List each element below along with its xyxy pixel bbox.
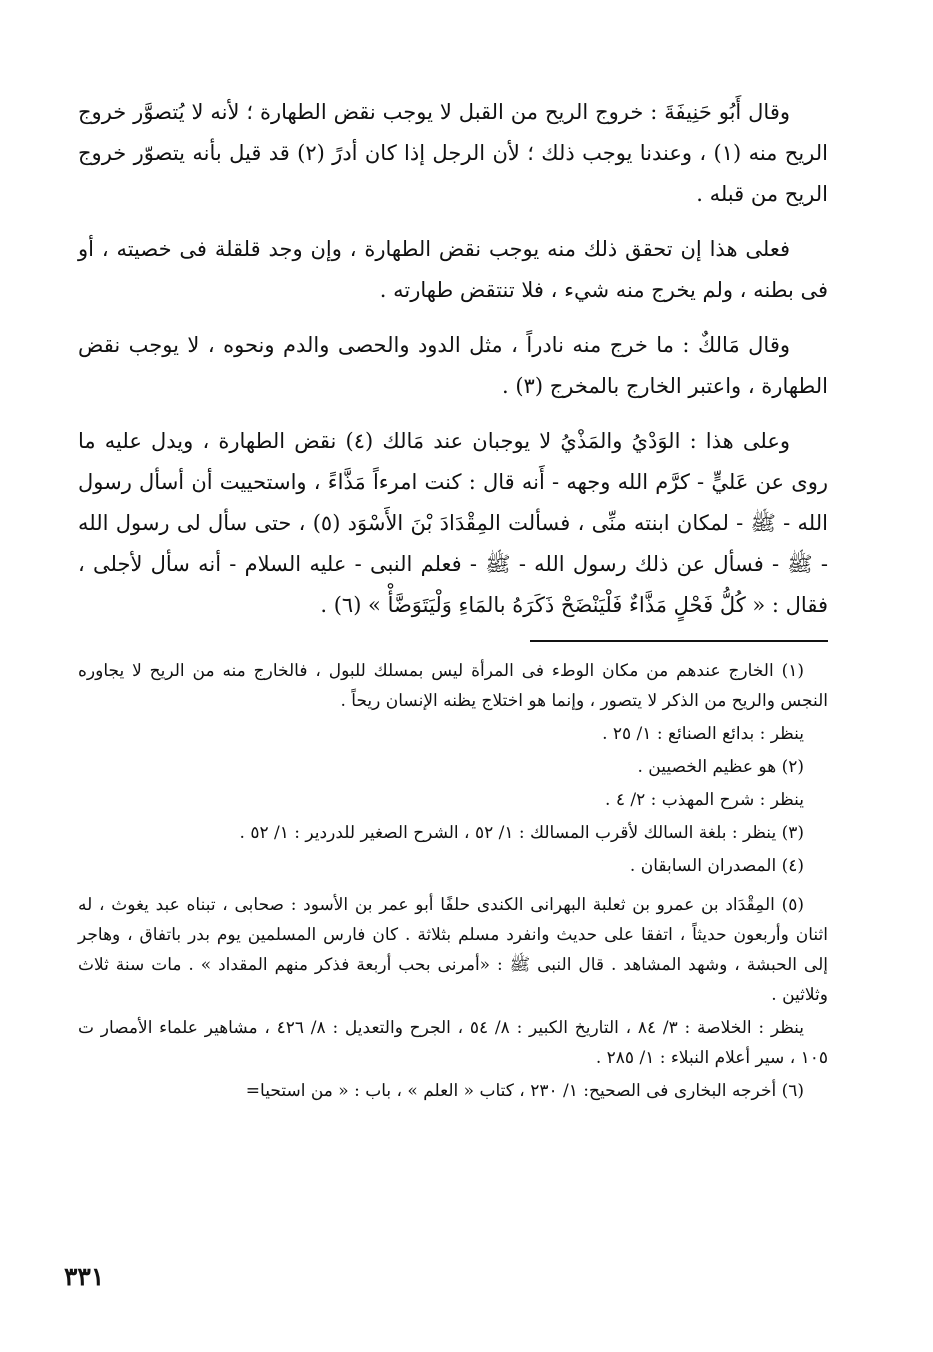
footnote-2: (٢) هو عظيم الخصيين . [637, 757, 804, 777]
paragraph-text: وقال مَالكٌ : ما خرج منه نادراً ، مثل الدود والحصى والدم ونحوه ، لا يوجب نقض الطهارة ، واعتبر الخارج بالمخرج (٣) . [78, 333, 828, 398]
footnote-1-ref: ينظر : بدائع الصنائع : ١/ ٢٥ . [602, 724, 804, 744]
footnote-4: (٤) المصدران السابقان . [629, 856, 804, 876]
footnote-6: (٦) أخرجه البخارى فى الصحيح: ١/ ٢٣٠ ، كتاب « العلم » ، باب : « من استحيا= [245, 1081, 804, 1101]
footnote-divider [530, 640, 828, 642]
main-text [78, 92, 828, 626]
footnote-3: (٣) ينظر : بلغة السالك لأقرب المسالك : ١/ ٥٢ ، الشرح الصغير للدردير : ١/ ٥٢ . [239, 823, 804, 843]
page-body [78, 92, 828, 1109]
paragraph-malik [78, 325, 828, 407]
paragraph-text: وعلى هذا : الوَدْيُ والمَذْيُ لا يوجبان عند مَالك (٤) نقض الطهارة ، ويدل عليه ما روى عن عَليٍّ - كرَّم الله وجهه - أَنه قال : كنت امرءاً مَذَّاءً ، واستحييت أن أسأل رسول الله - ﷺ - لمكان ابنته منِّى ، فسألت المِقْدَادَ بْنَ الأَسْوَد (٥) ، حتى سأل لى رسول الله - ﷺ - فسأل عن ذلك رسول الله - ﷺ - فعلم النبى - عليه السلام - أنه سأل لأجلى ، فقال : « كُلُّ فَحْلٍ مَذَّاءٌ فَلْيَنْضَحْ ذَكَرَهُ بالمَاءِ وَلْيَتَوَضَّأْ » (٦) . [78, 429, 828, 617]
page-number: ٣٣١ [64, 1262, 105, 1291]
footnote-5: (٥) المِقْدَاد بن عمرو بن ثعلبة البهرانى الكندى حلفًا أبو عمر بن الأسود : صحابى ، تبناه عبد يغوث ، له اثنان وأربعون حديثاً ، اتفقا على حديث وانفرد مسلم بثلاثة . كان فارس المسلمين يوم بدر باتفاق ، وهاجر إلى الحبشة ، وشهد المشاهد . قال النبى ﷺ : «أمرنى بحب أربعة فذكر منهم المقداد » . مات سنة ثلاث وثلاثين . [78, 895, 828, 1005]
paragraph-abu-hanifa [78, 92, 828, 215]
footnote-1: (١) الخارج عندهم من مكان الوطء فى المرأة ليس بمسلك للبول ، فالخارج منه من الريح لا يجاوره النجس والريح من الذكر لا يتصور ، وإنما هو اختلاج يظنه الإنسان ريحاً . [78, 661, 828, 711]
paragraph-consequence [78, 229, 828, 311]
footnote-2-ref: ينظر : شرح المهذب : ٢/ ٤ . [605, 790, 804, 810]
footnotes [78, 656, 828, 1106]
paragraph-text: فعلى هذا إن تحقق ذلك منه يوجب نقض الطهارة ، وإن وجد قلقلة فى خصيته ، أو فى بطنه ، ولم يخرج منه شيء ، فلا تنتقض طهارته . [78, 237, 828, 302]
paragraph-wady-madhy [78, 421, 828, 626]
footnote-5-ref: ينظر : الخلاصة : ٣/ ٨٤ ، التاريخ الكبير : ٨/ ٥٤ ، الجرح والتعديل : ٨/ ٤٢٦ ، مشاهير علماء الأمصار ت ١٠٥ ، سير أعلام النبلاء : ١/ ٢٨٥ . [78, 1018, 828, 1068]
paragraph-text: وقال أَبُو حَنِيفَةَ : خروج الريح من القبل لا يوجب نقض الطهارة ؛ لأنه لا يُتصوَّر خروج الريح منه (١) ، وعندنا يوجب ذلك ؛ لأن الرجل إذا كان أدرً (٢) قد قيل بأنه يتصوّر خروج الريح من قبله . [78, 100, 828, 206]
